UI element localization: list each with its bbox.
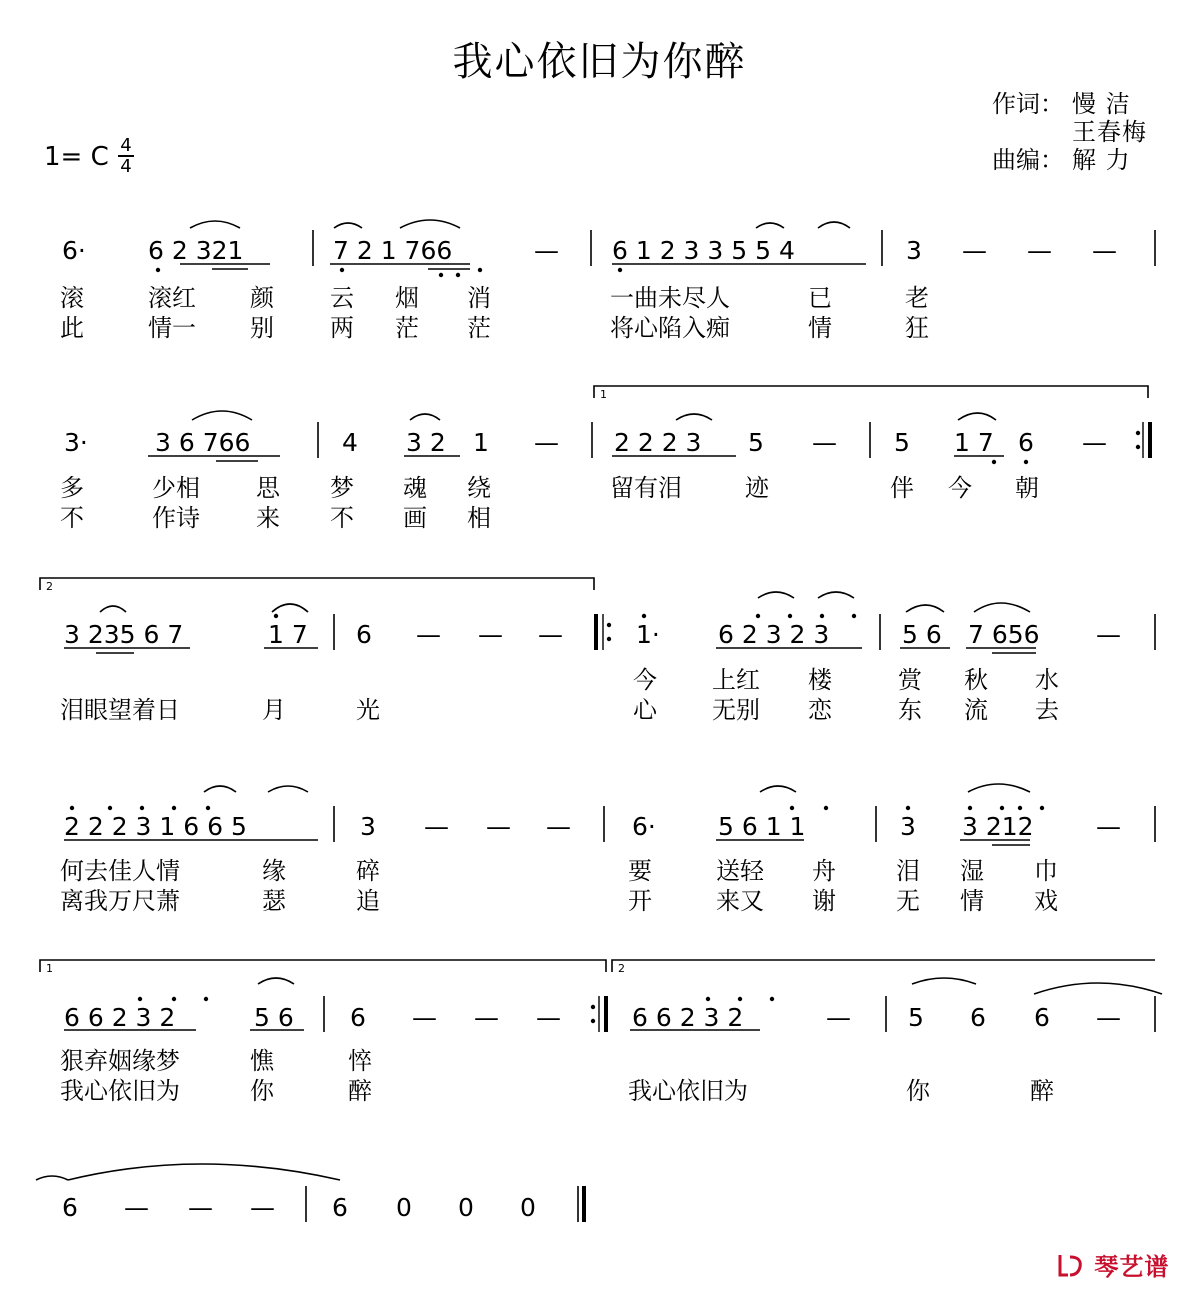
dash: — [416,620,441,649]
lyric: 无 [896,887,920,915]
note-group: 6 [62,1193,78,1222]
dash: — [1082,428,1107,457]
lyric: 醉 [348,1077,372,1105]
lyric: 谢 [812,887,836,915]
lyric: 今 [948,474,972,502]
dash: — [1027,236,1052,265]
note-group: 6 [350,1003,366,1032]
lyric: 情 [960,887,984,915]
lyric: 东 [898,696,922,724]
note-group: 3 235 6 7 [64,620,184,649]
lyric: 去 [1035,696,1059,724]
lyric: 消 [467,284,491,312]
dash: — [546,812,571,841]
lyric: 秋 [964,666,988,694]
lyric: 巾 [1034,857,1058,885]
lyric: 月 [262,696,286,724]
lyric: 悴 [348,1047,372,1075]
lyric: 离我万尺萧 [60,887,180,915]
lyric: 无别 [712,696,760,724]
dash: — [124,1193,149,1222]
note-group: 6· [62,236,86,265]
lyric: 作诗 [152,504,200,532]
lyric: 伴 [890,474,914,502]
lyric: 碎 [356,857,380,885]
note-group: 5 6 [902,620,942,649]
lyric: 憔 [250,1047,274,1075]
note-group: 5 [894,428,910,457]
watermark-logo [1056,1247,1186,1281]
lyric: 恋 [808,696,832,724]
dash: — [534,428,559,457]
lyric: 多 [60,474,84,502]
lyric: 茫 [395,314,419,342]
lyric: 瑟 [262,887,286,915]
note-group: 6 2 3 2 3 [718,620,830,649]
dash: — [538,620,563,649]
note-group: 7 656 [968,620,1040,649]
composer-label: 曲编： [992,146,1064,174]
composer: 解 力 [1072,146,1131,174]
dash: — [812,428,837,457]
dash: — [474,1003,499,1032]
dash: — [250,1193,275,1222]
note-group: 5 6 [254,1003,294,1032]
lyric: 相 [467,504,491,532]
note-group: 5 [908,1003,924,1032]
dash: — [1096,1003,1121,1032]
volta-2-label: 2 [618,962,625,975]
lyric: 来又 [716,887,764,915]
lyric: 上红 [712,666,760,694]
lyric: 缘 [262,857,286,885]
lyric: 少相 [152,474,200,502]
lyric: 情 [808,314,832,342]
lyric: 狠弃姻缘梦 [60,1047,180,1075]
note-group: 1 [473,428,489,457]
lyric: 我心依旧为 [628,1077,748,1105]
volta-2-label: 2 [46,580,53,593]
lyric: 画 [403,504,427,532]
lyric: 此 [60,314,84,342]
dash: — [826,1003,851,1032]
lyric: 别 [250,314,274,342]
dash: — [536,1003,561,1032]
note-group: 1· [636,620,660,649]
volta-1-label: 1 [46,962,53,975]
lyricist-2: 王春梅 [1072,118,1147,146]
note-group: 3 6 766 [155,428,251,457]
note-group: 2 2 2 3 1 6 6 5 [64,812,247,841]
note-group: 5 [748,428,764,457]
dash: — [188,1193,213,1222]
dash: — [1096,812,1121,841]
lyric: 绕 [467,474,491,502]
key-signature: 1= C [44,142,109,172]
note-group: 3 212 [962,812,1034,841]
note-group: 4 [342,428,358,457]
lyric: 今 [633,666,657,694]
note-group: 1 7 [954,428,994,457]
lyric: 老 [905,284,929,312]
lyric: 开 [628,887,652,915]
lyric: 你 [906,1077,930,1105]
lyric: 云 [330,284,354,312]
lyric: 朝 [1015,474,1039,502]
lyric: 不 [60,504,84,532]
lyric: 梦 [330,474,354,502]
lyric: 何去佳人情 [60,857,180,885]
note-group: 6 6 2 3 2 [632,1003,744,1032]
lyric: 水 [1035,666,1059,694]
lyric: 赏 [898,666,922,694]
lyric: 狂 [905,314,929,342]
note-group: 6 [332,1193,348,1222]
note-group: 7 2 1 766 [333,236,453,265]
note-group: 6 [356,620,372,649]
lyric: 魂 [403,474,427,502]
note-group: 3 [900,812,916,841]
note-group: 5 6 1 1 [718,812,806,841]
lyric: 你 [250,1077,274,1105]
lyric: 追 [356,887,380,915]
time-signature-top: 4 [120,135,132,156]
note-group: 6 6 2 3 2 [64,1003,176,1032]
dash: — [412,1003,437,1032]
lyric: 来 [256,504,280,532]
lyric: 两 [330,314,354,342]
dash: — [1096,620,1121,649]
note-group: 6 [970,1003,986,1032]
lyric: 湿 [960,857,984,885]
time-signature-bottom: 4 [120,156,132,177]
note-group: 6 [1018,428,1034,457]
lyric: 送轻 [716,857,764,885]
dash: — [1092,236,1117,265]
note-group: 0 [458,1193,474,1222]
lyric: 泪眼望着日 [60,696,180,724]
lyric: 留有泪 [610,474,682,502]
lyric: 滚红 [148,284,196,312]
lyricist-label: 作词： [992,90,1064,118]
volta-1-label: 1 [600,388,607,401]
note-group: 6 2 321 [148,236,244,265]
lyric: 茫 [467,314,491,342]
note-group: 0 [520,1193,536,1222]
lyric: 已 [808,284,832,312]
watermark-text: 琴艺谱 [1094,1253,1170,1281]
note-group: 3· [64,428,88,457]
note-group: 6 [1034,1003,1050,1032]
music-note-logo-icon [1056,1251,1086,1279]
lyric: 我心依旧为 [60,1077,180,1105]
dash: — [424,812,449,841]
lyric: 颜 [250,284,274,312]
note-group: 3 [906,236,922,265]
note-group: 2 2 2 3 [614,428,702,457]
lyric: 将心陷入痴 [610,314,730,342]
note-group: 0 [396,1193,412,1222]
lyric: 迹 [745,474,769,502]
lyric: 舟 [812,857,836,885]
lyric: 烟 [395,284,419,312]
note-group: 1 7 [268,620,308,649]
lyric: 要 [628,857,652,885]
lyric: 不 [330,504,354,532]
lyric: 一曲未尽人 [610,284,730,312]
note-group: 3 [360,812,376,841]
lyric: 情一 [148,314,196,342]
lyric: 楼 [808,666,832,694]
lyricist-1: 慢 洁 [1072,90,1131,118]
dash: — [486,812,511,841]
dash: — [534,236,559,265]
note-group: 3 2 [406,428,446,457]
song-title: 我心依旧为你醉 [452,39,747,85]
lyric: 滚 [60,284,84,312]
lyric: 戏 [1034,887,1058,915]
lyric: 心 [633,696,657,724]
lyric: 思 [256,474,280,502]
lyric: 醉 [1030,1077,1054,1105]
lyric: 光 [356,696,380,724]
dash: — [962,236,987,265]
lyric: 泪 [896,857,920,885]
note-group: 6· [632,812,656,841]
lyric: 流 [964,696,988,724]
note-group: 6 1 2 3 3 5 5 4 [612,236,795,265]
dash: — [478,620,503,649]
